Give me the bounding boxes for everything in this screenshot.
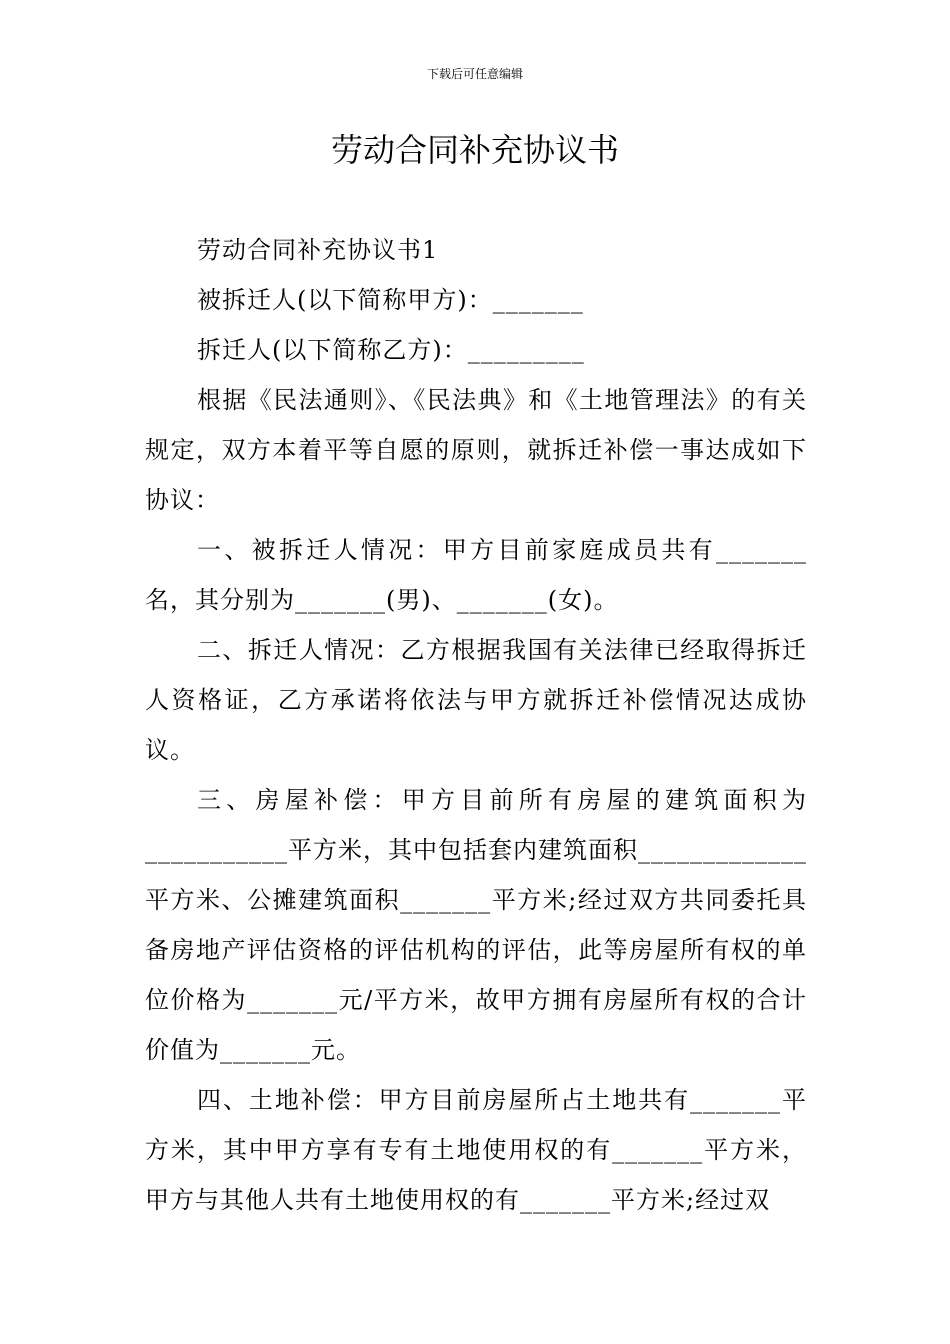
header-note: 下载后可任意编辑 (426, 67, 523, 81)
document-body (145, 225, 807, 1225)
party-a-line: 被拆迁人(以下简称甲方)：_______ (197, 286, 584, 314)
document-title: 劳动合同补充协议书 (330, 131, 619, 169)
party-b-line: 拆迁人(以下简称乙方)：_________ (197, 336, 585, 364)
clause-2-paragraph: 二、拆迁人情况：乙方根据我国有关法律已经取得拆迁人资格证，乙方承诺将依法与甲方就拆迁补偿情况达成协议。 (145, 636, 807, 764)
preamble-paragraph: 根据《民法通则》、《民法典》和《土地管理法》的有关规定，双方本着平等自愿的原则，就拆迁补偿一事达成如下协议： (145, 386, 807, 514)
clause-3-paragraph: 三、房屋补偿：甲方目前所有房屋的建筑面积为___________平方米，其中包括套内建筑面积_____________平方米、公摊建筑面积_______平方米;经过双方共同委托具备房地产评估资格的评估机构的评估，此等房屋所有权的单位价格为_______元/平方米，故甲方拥有房屋所有权的合计价值为_______元。 (145, 786, 807, 1064)
clause-1-paragraph: 一、被拆迁人情况：甲方目前家庭成员共有_______名，其分别为_______(男)、_______(女)。 (145, 536, 807, 614)
subtitle-paragraph: 劳动合同补充协议书1 (197, 236, 439, 264)
clause-4-paragraph: 四、土地补偿：甲方目前房屋所占土地共有_______平方米，其中甲方享有专有土地使用权的有_______平方米，甲方与其他人共有土地使用权的有_______平方米;经过双 (145, 1086, 807, 1214)
